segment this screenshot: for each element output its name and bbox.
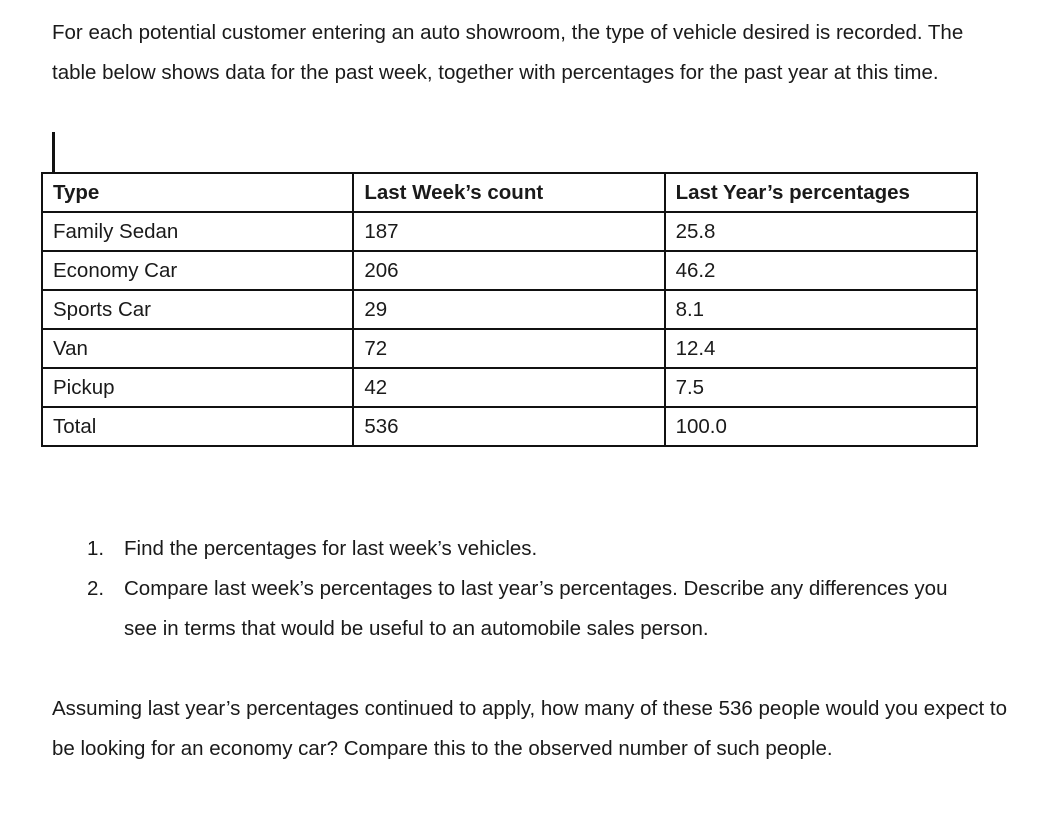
- question-item: [84, 529, 984, 569]
- cell-type: Family Sedan: [42, 212, 353, 251]
- header-last-year-percentages: Last Year’s percentages: [665, 173, 977, 212]
- table-row: [42, 290, 977, 329]
- cell-percentage: 46.2: [665, 251, 977, 290]
- question-text: Find the percentages for last week’s vehicles.: [124, 537, 538, 560]
- table-row: [42, 368, 977, 407]
- table-header-row: [42, 173, 977, 212]
- cell-type: Economy Car: [42, 251, 353, 290]
- question-text: Compare last week’s percentages to last year’s percentages. Describe any differences you see in terms that would be useful to an automobile sales person.: [124, 577, 948, 640]
- cell-type: Total: [42, 407, 353, 446]
- table-row: [42, 251, 977, 290]
- question-list: [84, 529, 984, 649]
- cell-percentage: 100.0: [665, 407, 977, 446]
- intro-paragraph: For each potential customer entering an auto showroom, the type of vehicle desired is recorded. The table below shows data for the past week, together with percentages for the past year at this time.: [52, 21, 964, 84]
- vehicle-data-table: [41, 172, 978, 447]
- header-last-week-count: Last Week’s count: [353, 173, 664, 212]
- question-number: 2.: [87, 577, 105, 600]
- text-cursor: [52, 132, 55, 172]
- table-row: [42, 329, 977, 368]
- cell-count: 206: [353, 251, 664, 290]
- header-type: Type: [42, 173, 353, 212]
- cell-count: 536: [353, 407, 664, 446]
- cell-count: 72: [353, 329, 664, 368]
- cell-count: 29: [353, 290, 664, 329]
- question-number: 1.: [87, 537, 105, 560]
- table-row: [42, 212, 977, 251]
- cell-type: Van: [42, 329, 353, 368]
- cell-count: 187: [353, 212, 664, 251]
- cell-count: 42: [353, 368, 664, 407]
- question-item: [84, 569, 984, 649]
- cell-percentage: 12.4: [665, 329, 977, 368]
- cell-type: Sports Car: [42, 290, 353, 329]
- closing-paragraph: Assuming last year’s percentages continued to apply, how many of these 536 people would you expect to be looking for an economy car? Compare this to the observed number of such people.: [52, 697, 1007, 760]
- cell-percentage: 25.8: [665, 212, 977, 251]
- cell-type: Pickup: [42, 368, 353, 407]
- table-row-total: [42, 407, 977, 446]
- cell-percentage: 7.5: [665, 368, 977, 407]
- cell-percentage: 8.1: [665, 290, 977, 329]
